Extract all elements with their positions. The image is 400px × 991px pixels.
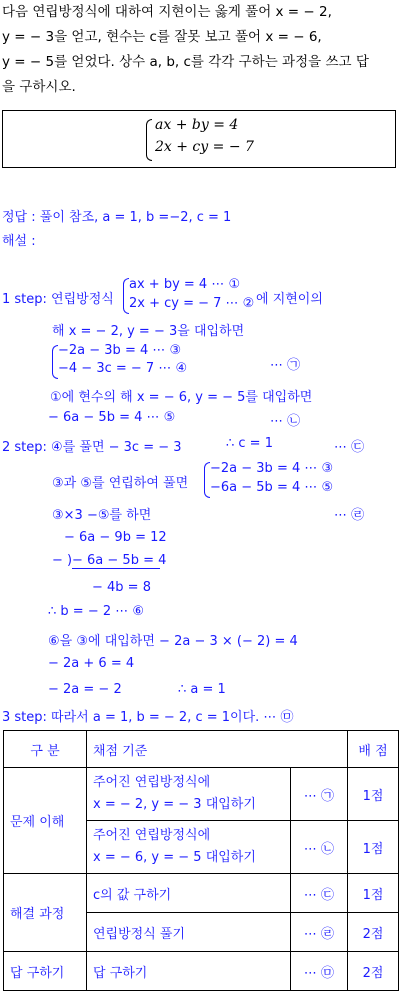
header-criteria: 채점 기준 bbox=[87, 731, 348, 768]
category-cell: 해결 과정 bbox=[4, 874, 87, 952]
equation-box bbox=[2, 110, 396, 168]
step1-b1: −2a − 3b = 4 ⋯ ③ bbox=[58, 343, 182, 358]
criteria-cell bbox=[87, 768, 291, 821]
step2-line2: ③과 ⑤를 연립하여 풀면 bbox=[52, 476, 189, 491]
table-row bbox=[4, 952, 399, 991]
explain-label: 해설 : bbox=[2, 234, 36, 249]
step2-b2: −6a − 5b = 4 ⋯ ⑤ bbox=[210, 480, 334, 495]
step2-line7: − 2a = − 2 bbox=[48, 682, 122, 697]
mark-cell: ⋯ ㉡ bbox=[291, 821, 348, 874]
step1-tail: 에 지현이의 bbox=[256, 292, 323, 307]
problem-line-2: y = − 3을 얻고, 현수는 c를 잘못 보고 풀어 x = − 6, bbox=[2, 29, 322, 45]
table-header-row bbox=[4, 731, 399, 768]
equation-1: ax + by = 4 bbox=[155, 117, 239, 133]
category-cell: 답 구하기 bbox=[4, 952, 87, 991]
mark-4: ⋯ ㉣ bbox=[334, 508, 365, 523]
criteria-cell: 답 구하기 bbox=[87, 952, 291, 991]
header-category: 구 분 bbox=[4, 731, 87, 768]
mark-cell: ⋯ ㉠ bbox=[291, 768, 348, 821]
category-cell: 문제 이해 bbox=[4, 768, 87, 874]
scoring-table bbox=[3, 730, 399, 991]
criteria-text: x = − 6, y = − 5 대입하기 bbox=[93, 850, 256, 865]
step1-b2: −4 − 3c = − 7 ⋯ ④ bbox=[58, 361, 188, 376]
calc-line-2: − 6a − 5b = 4 bbox=[72, 553, 167, 568]
mark-cell: ⋯ ㉤ bbox=[291, 952, 348, 991]
header-points: 배 점 bbox=[348, 731, 399, 768]
step1-eq2: 2x + cy = − 7 ⋯ ② bbox=[129, 296, 255, 311]
step2-line6: − 2a + 6 = 4 bbox=[48, 656, 135, 671]
problem-line-1: 다음 연립방정식에 대하여 지현이는 옳게 풀어 x = − 2, bbox=[2, 4, 332, 20]
points-cell: 1점 bbox=[348, 821, 399, 874]
mark-2: ⋯ ㉡ bbox=[270, 414, 301, 429]
step3-line: 3 step: 따라서 a = 1, b = − 2, c = 1이다. ⋯ ㉤ bbox=[2, 710, 294, 725]
criteria-text: 주어진 연립방정식에 bbox=[93, 828, 211, 843]
problem-line-3: y = − 5를 얻었다. 상수 a, b, c를 각각 구하는 과정을 쓰고 답 bbox=[2, 54, 369, 70]
answer-line: 정답 : 풀이 참조, a = 1, b =−2, c = 1 bbox=[2, 210, 232, 225]
criteria-cell bbox=[87, 821, 291, 874]
step2-line4: ∴ b = − 2 ⋯ ⑥ bbox=[48, 604, 145, 619]
mark-cell: ⋯ ㉣ bbox=[291, 913, 348, 952]
criteria-cell: 연립방정식 풀기 bbox=[87, 913, 291, 952]
criteria-text: x = − 2, y = − 3 대입하기 bbox=[93, 797, 256, 812]
criteria-cell: c의 값 구하기 bbox=[87, 874, 291, 913]
table-row bbox=[4, 874, 399, 913]
points-cell: 1점 bbox=[348, 768, 399, 821]
points-cell: 2점 bbox=[348, 952, 399, 991]
calc-line-3: − 4b = 8 bbox=[92, 580, 151, 595]
step2-line5: ⑥을 ③에 대입하면 − 2a − 3 × (− 2) = 4 bbox=[48, 634, 298, 649]
equation-2: 2x + cy = − 7 bbox=[155, 139, 254, 155]
calc-line-1: − 6a − 9b = 12 bbox=[64, 530, 167, 545]
step2-line7b: ∴ a = 1 bbox=[178, 682, 226, 697]
points-cell: 1점 bbox=[348, 874, 399, 913]
mark-3: ⋯ ㉢ bbox=[334, 440, 365, 455]
step1-label: 1 step: 연립방정식 bbox=[2, 292, 114, 307]
step2-b1: −2a − 3b = 4 ⋯ ③ bbox=[210, 461, 334, 476]
step2-line3: ③×3 −⑤를 하면 bbox=[52, 508, 152, 523]
table-row bbox=[4, 768, 399, 821]
mark-cell: ⋯ ㉢ bbox=[291, 874, 348, 913]
step2-line1b: ∴ c = 1 bbox=[226, 436, 273, 451]
step2-line1: 2 step: ④를 풀면 − 3c = − 3 bbox=[2, 440, 182, 455]
problem-line-4: 을 구하시오. bbox=[2, 79, 76, 95]
step1-line2: 해 x = − 2, y = − 3을 대입하면 bbox=[52, 324, 245, 339]
step1-line3: ①에 현수의 해 x = − 6, y = − 5를 대입하면 bbox=[50, 390, 313, 405]
criteria-text: 주어진 연립방정식에 bbox=[93, 775, 211, 790]
step1-eq1: ax + by = 4 ⋯ ① bbox=[129, 277, 241, 292]
mark-1: ⋯ ㉠ bbox=[270, 358, 301, 373]
points-cell: 2점 bbox=[348, 913, 399, 952]
step1-line4: − 6a − 5b = 4 ⋯ ⑤ bbox=[48, 410, 176, 425]
calc-minus: − ) bbox=[52, 553, 73, 568]
equation-brace bbox=[146, 119, 152, 161]
